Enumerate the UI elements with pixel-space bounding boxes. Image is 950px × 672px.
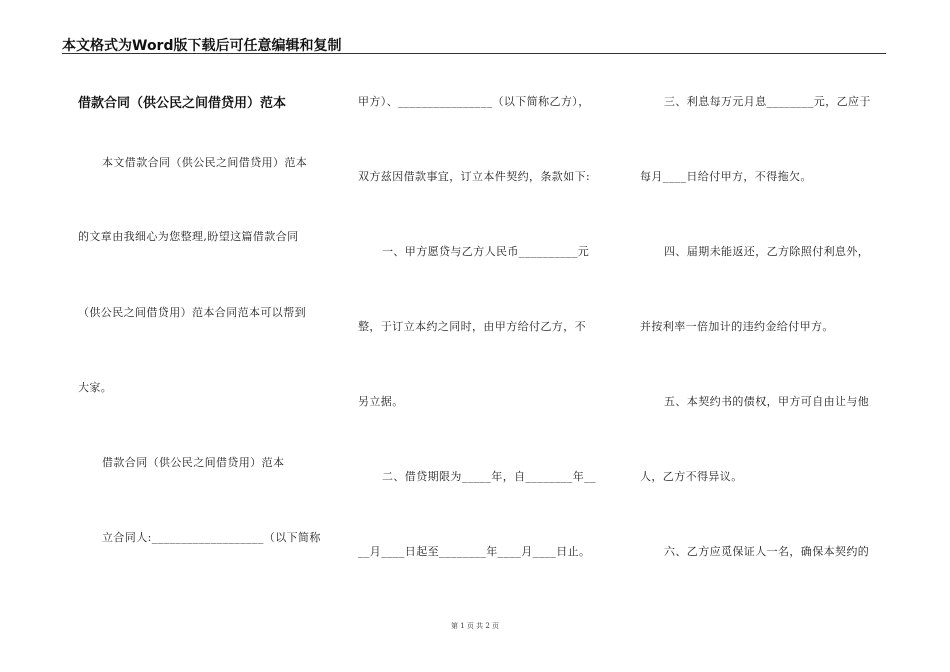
paragraph-line: 三、利息每万元月息________元，乙应于: [664, 95, 871, 108]
document-title: 借款合同（供公民之间借贷用）范本: [78, 96, 287, 111]
banner-divider: [62, 53, 886, 54]
paragraph-line: 每月____日给付甲方，不得拖欠。: [640, 170, 812, 183]
paragraph-line: 双方兹因借款事宜，订立本件契约，条款如下:: [358, 170, 591, 183]
paragraph-line: 另立据。: [358, 395, 404, 408]
paragraph-line: 一、甲方愿贷与乙方人民币__________元: [382, 245, 590, 258]
paragraph-line: 四、届期未能返还，乙方除照付利息外，: [664, 245, 870, 258]
paragraph-line: 并按利率一倍加计的违约金给付甲方。: [640, 320, 834, 333]
paragraph-line: 五、本契约书的债权，甲方可自由让与他: [664, 395, 870, 408]
paragraph-line: 立合同人:___________________（以下简称: [102, 531, 321, 544]
paragraph-line: __月____日起至________年____月____日止。: [358, 545, 591, 558]
paragraph-line: 人，乙方不得异议。: [640, 470, 743, 483]
paragraph-line: （供公民之间借贷用）范本合同范本可以帮到: [78, 306, 306, 319]
paragraph-line: 借款合同（供公民之间借贷用）范本: [102, 456, 285, 469]
paragraph-line: 大家。: [78, 381, 113, 394]
page-footer: 第 1 页 共 2 页: [450, 622, 500, 630]
paragraph-line: 的文章由我细心为您整理,盼望这篇借款合同: [78, 230, 299, 243]
paragraph-line: 整，于订立本约之同时，由甲方给付乙方，不: [358, 320, 586, 333]
paragraph-line: 六、乙方应觅保证人一名，确保本契约的: [664, 545, 870, 558]
document-banner: 本文格式为Word版下载后可任意编辑和复制: [62, 38, 342, 54]
paragraph-line: 二、借贷期限为_____年，自________年__: [382, 470, 596, 483]
paragraph-line: 甲方）、________________（以下简称乙方），: [358, 95, 590, 108]
paragraph-line: 本文借款合同（供公民之间借贷用）范本: [102, 156, 308, 169]
